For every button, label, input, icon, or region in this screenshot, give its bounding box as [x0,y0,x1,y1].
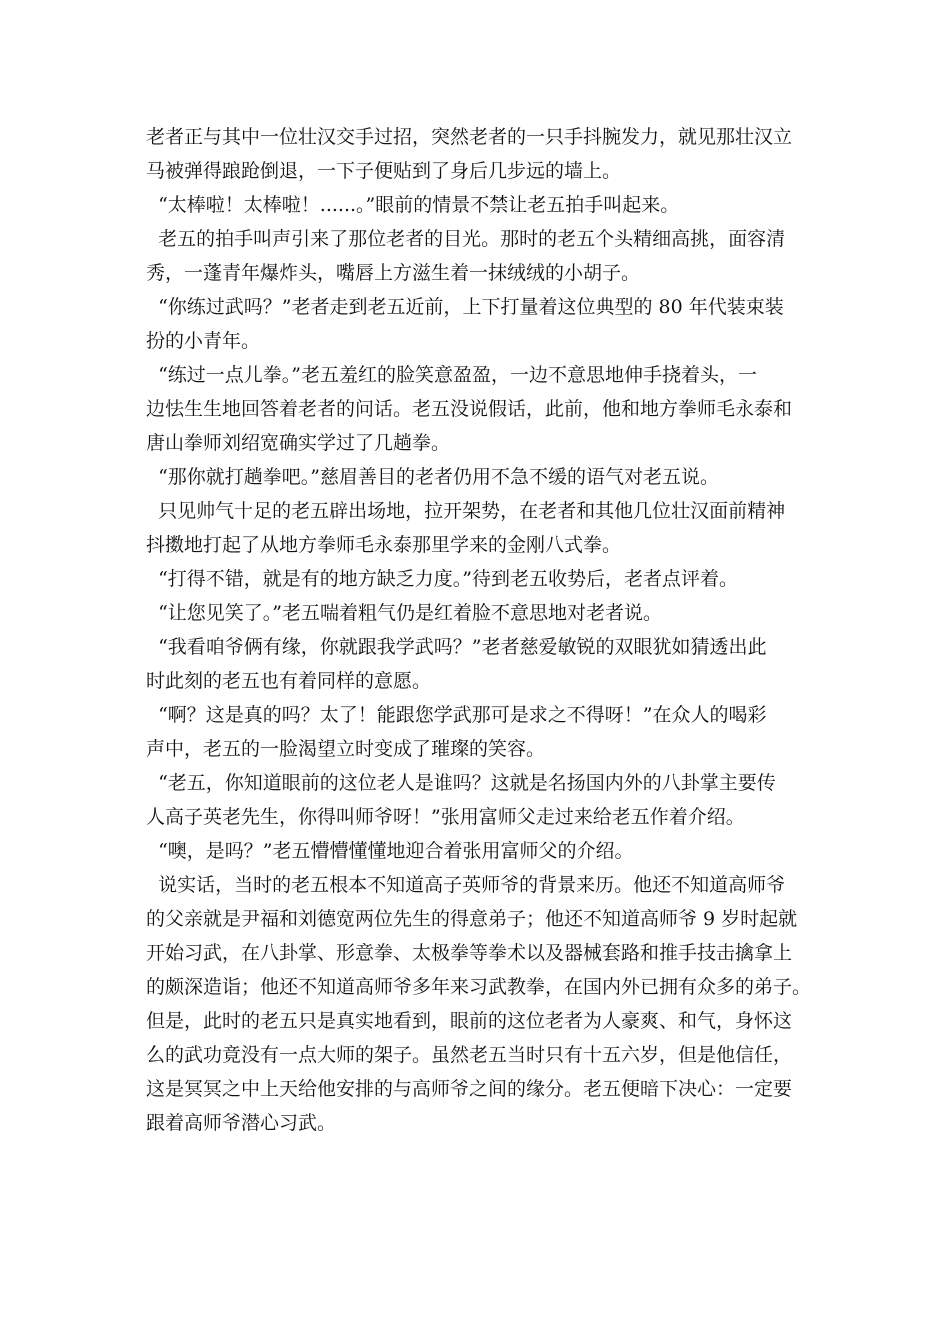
text-line: 人高子英老先生，你得叫师爷呀！”张用富师父走过来给老五作着介绍。 [146,806,745,828]
text-line: 边怯生生地回答着老者的问话。老五没说假话，此前，他和地方拳师毛永泰和 [146,398,793,420]
text-line: “啊？这是真的吗？太了！能跟您学武那可是求之不得呀！”在众人的喝彩 [146,704,767,726]
text-line: 抖擞地打起了从地方拳师毛永泰那里学来的金刚八式拳。 [146,534,622,556]
text-line: 么的武功竟没有一点大师的架子。虽然老五当时只有十五六岁，但是他信任， [146,1044,793,1066]
text-line: “太棒啦！太棒啦！......。”眼前的情景不禁让老五拍手叫起来。 [146,194,680,216]
text-line: 马被弹得踉跄倒退，一下子便贴到了身后几步远的墙上。 [146,160,622,182]
text-line: 唐山拳师刘绍宽确实学过了几趟拳。 [146,432,451,454]
text-line: 说实话，当时的老五根本不知道高子英师爷的背景来历。他还不知道高师爷 [146,874,786,896]
text-line: 只见帅气十足的老五辟出场地，拉开架势，在老者和其他几位壮汉面前精神 [146,500,786,522]
text-line: 但是，此时的老五只是真实地看到，眼前的这位老者为人豪爽、和气，身怀这 [146,1010,793,1032]
text-line: “噢，是吗？”老五懵懵懂懂地迎合着张用富师父的介绍。 [146,840,634,862]
text-line: 扮的小青年。 [146,330,261,352]
text-line: “我看咱爷俩有缘，你就跟我学武吗？”老者慈爱敏锐的双眼犹如猜透出此 [146,636,767,658]
text-line: 的颇深造诣；他还不知道高师爷多年来习武教拳，在国内外已拥有众多的弟子。 [146,976,812,998]
text-line: “你练过武吗？”老者走到老五近前，上下打量着这位典型的 80 年代装束装 [146,296,784,318]
text-line: 老者正与其中一位壮汉交手过招，突然老者的一只手抖腕发力，就见那壮汉立 [146,126,793,148]
text-line: “老五，你知道眼前的这位老人是谁吗？这就是名扬国内外的八卦掌主要传 [146,772,776,794]
text-line: 的父亲就是尹福和刘德宽两位先生的得意弟子；他还不知道高师爷 9 岁时起就 [146,908,798,930]
text-line: “让您见笑了。”老五喘着粗气仍是红着脸不意思地对老者说。 [146,602,663,624]
body-text [146,120,826,1140]
text-line: “打得不错，就是有的地方缺乏力度。”待到老五收势后，老者点评着。 [146,568,739,590]
text-line: “练过一点儿拳。”老五羞红的脸笑意盈盈，一边不意思地伸手挠着头，一 [146,364,758,386]
text-line: 开始习武，在八卦掌、形意拳、太极拳等拳术以及器械套路和推手技击擒拿上 [146,942,793,964]
text-line: “那你就打趟拳吧。”慈眉善目的老者仍用不急不缓的语气对老五说。 [146,466,720,488]
text-line: 声中，老五的一脸渴望立时变成了璀璨的笑容。 [146,738,546,760]
text-line: 这是冥冥之中上天给他安排的与高师爷之间的缘分。老五便暗下决心：一定要 [146,1078,793,1100]
text-line: 秀，一蓬青年爆炸头，嘴唇上方滋生着一抹绒绒的小胡子。 [146,262,641,284]
text-line: 老五的拍手叫声引来了那位老者的目光。那时的老五个头精细高挑，面容清 [146,228,786,250]
text-line: 时此刻的老五也有着同样的意愿。 [146,670,432,692]
text-line: 跟着高师爷潜心习武。 [146,1112,337,1134]
